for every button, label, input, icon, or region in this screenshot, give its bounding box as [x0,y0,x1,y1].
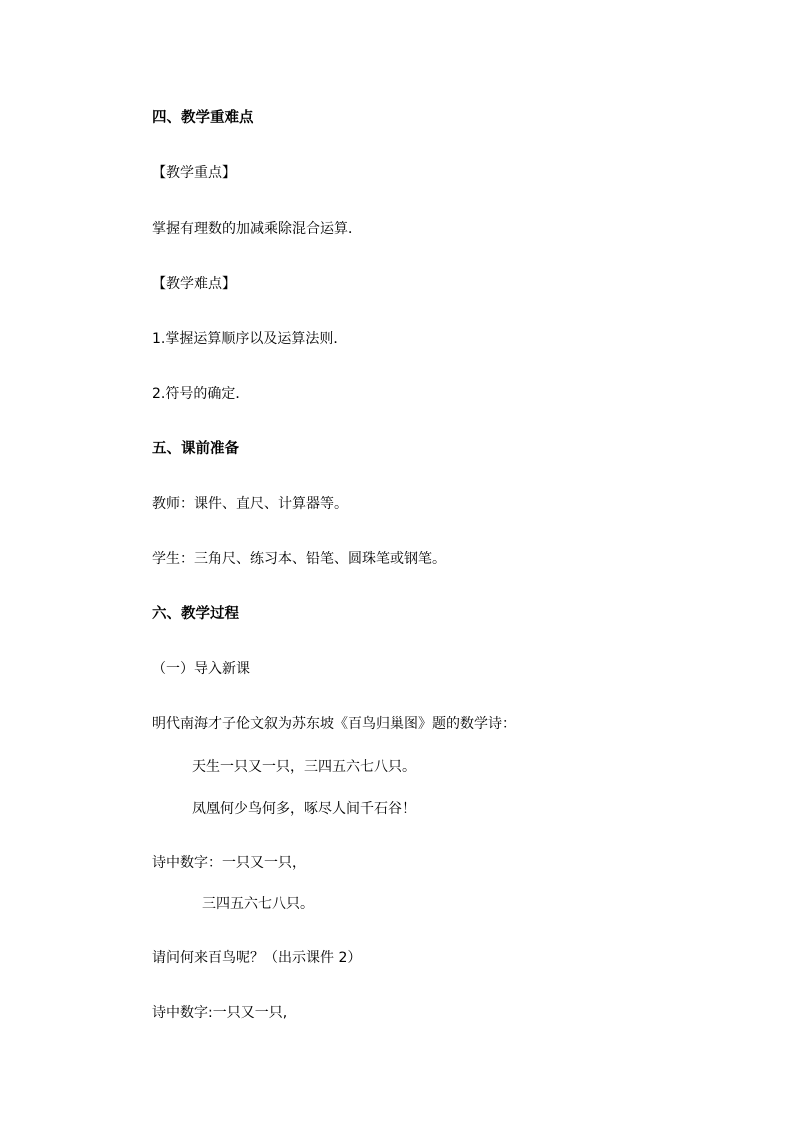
subheading-introduction: （一）导入新课 [152,661,250,677]
paragraph-poem-numbers-repeat: 诗中数字:一只又一只, [152,1005,288,1021]
paragraph-difficult-2: 2.符号的确定． [152,386,250,402]
section-heading-process: 六、教学过程 [152,606,239,622]
poem-line-2: 凤凰何少鸟何多，啄尽人间千石谷！ [192,801,416,817]
subheading-teaching-difficult: 【教学难点】 [152,276,236,292]
section-heading-teaching-key-difficult: 四、教学重难点 [152,110,254,126]
section-heading-preparation: 五、课前准备 [152,441,239,457]
paragraph-poem-numbers-continued: 三四五六七八只。 [202,896,314,912]
paragraph-poem-intro: 明代南海才子伦文叙为苏东坡《百鸟归巢图》题的数学诗： [152,716,516,732]
paragraph-teacher-materials: 教师：课件、直尺、计算器等。 [152,496,348,512]
paragraph-poem-numbers: 诗中数字：一只又一只， [152,855,306,871]
subheading-teaching-key: 【教学重点】 [152,165,236,181]
paragraph-key-point: 掌握有理数的加减乘除混合运算． [152,221,362,237]
paragraph-student-materials: 学生：三角尺、练习本、铅笔、圆珠笔或钢笔。 [152,551,446,567]
poem-line-1: 天生一只又一只，三四五六七八只。 [192,759,416,775]
paragraph-question: 请问何来百鸟呢？（出示课件 2） [152,950,362,966]
paragraph-difficult-1: 1.掌握运算顺序以及运算法则． [152,331,348,347]
